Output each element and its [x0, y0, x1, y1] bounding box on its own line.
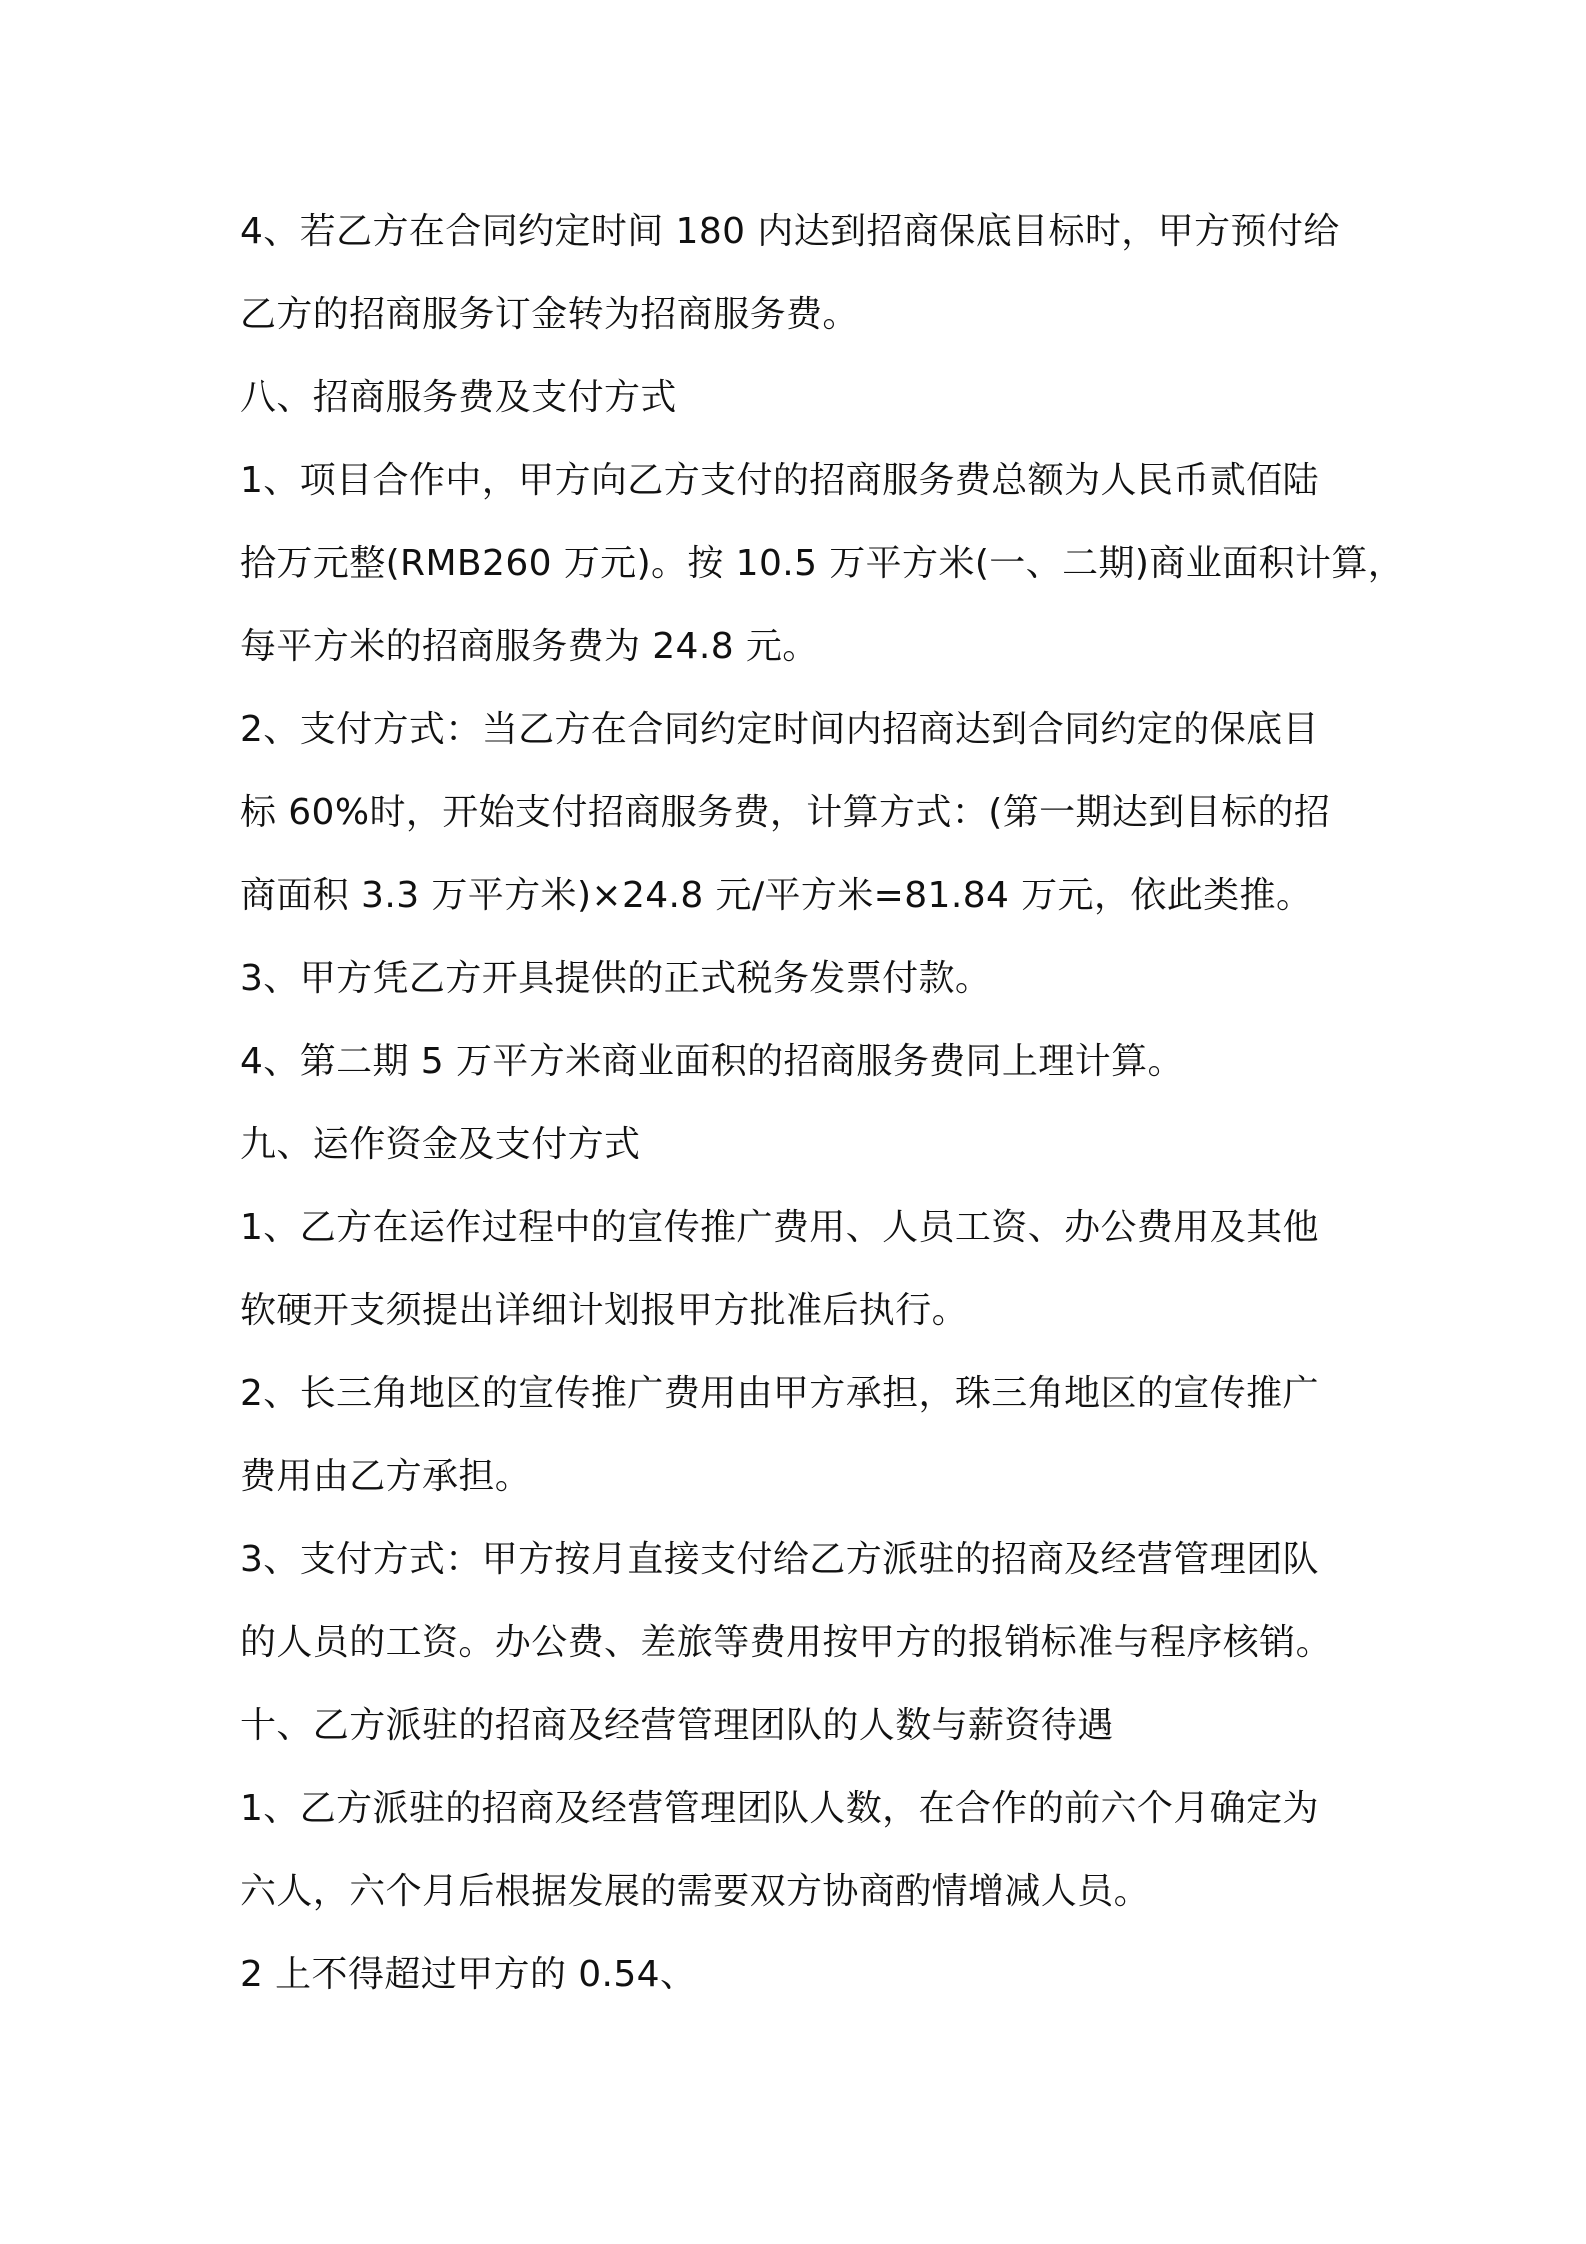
paragraph-line: 费用由乙方承担。 [240, 1456, 532, 1497]
paragraph-line: 六人，六个月后根据发展的需要双方协商酌情增减人员。 [240, 1871, 1151, 1912]
paragraph-line: 1、乙方在运作过程中的宣传推广费用、人员工资、办公费用及其他 [240, 1207, 1319, 1248]
paragraph-line: 4、第二期 5 万平方米商业面积的招商服务费同上理计算。 [240, 1041, 1184, 1082]
paragraph-line: 的人员的工资。办公费、差旅等费用按甲方的报销标准与程序核销。 [240, 1622, 1333, 1663]
section-heading: 九、运作资金及支付方式 [240, 1124, 641, 1165]
paragraph-line: 每平方米的招商服务费为 24.8 元。 [240, 626, 819, 667]
paragraph-line: 商面积 3.3 万平方米)×24.8 元/平方米=81.84 万元，依此类推。 [240, 875, 1313, 916]
paragraph-line: 标 60%时，开始支付招商服务费，计算方式：(第一期达到目标的招 [240, 792, 1331, 833]
paragraph-line: 1、乙方派驻的招商及经营管理团队人数，在合作的前六个月确定为 [240, 1788, 1319, 1829]
paragraph-line: 2 上不得超过甲方的 0.54、 [240, 1954, 697, 1995]
paragraph-line: 2、支付方式：当乙方在合同约定时间内招商达到合同约定的保底目 [240, 709, 1319, 750]
paragraph-line: 3、甲方凭乙方开具提供的正式税务发票付款。 [240, 958, 992, 999]
paragraph-line: 软硬开支须提出详细计划报甲方批准后执行。 [240, 1290, 969, 1331]
paragraph-line: 3、支付方式：甲方按月直接支付给乙方派驻的招商及经营管理团队 [240, 1539, 1319, 1580]
section-heading: 八、招商服务费及支付方式 [240, 377, 677, 418]
paragraph-line: 2、长三角地区的宣传推广费用由甲方承担，珠三角地区的宣传推广 [240, 1373, 1319, 1414]
paragraph-line: 乙方的招商服务订金转为招商服务费。 [240, 294, 859, 335]
paragraph-line: 4、若乙方在合同约定时间 180 内达到招商保底目标时，甲方预付给 [240, 211, 1340, 252]
paragraph-line: 1、项目合作中，甲方向乙方支付的招商服务费总额为人民币贰佰陆 [240, 460, 1319, 501]
document-body [240, 190, 1405, 2016]
section-heading: 十、乙方派驻的招商及经营管理团队的人数与薪资待遇 [240, 1705, 1114, 1746]
paragraph-line: 拾万元整(RMB260 万元)。按 10.5 万平方米(一、二期)商业面积计算， [240, 543, 1405, 584]
